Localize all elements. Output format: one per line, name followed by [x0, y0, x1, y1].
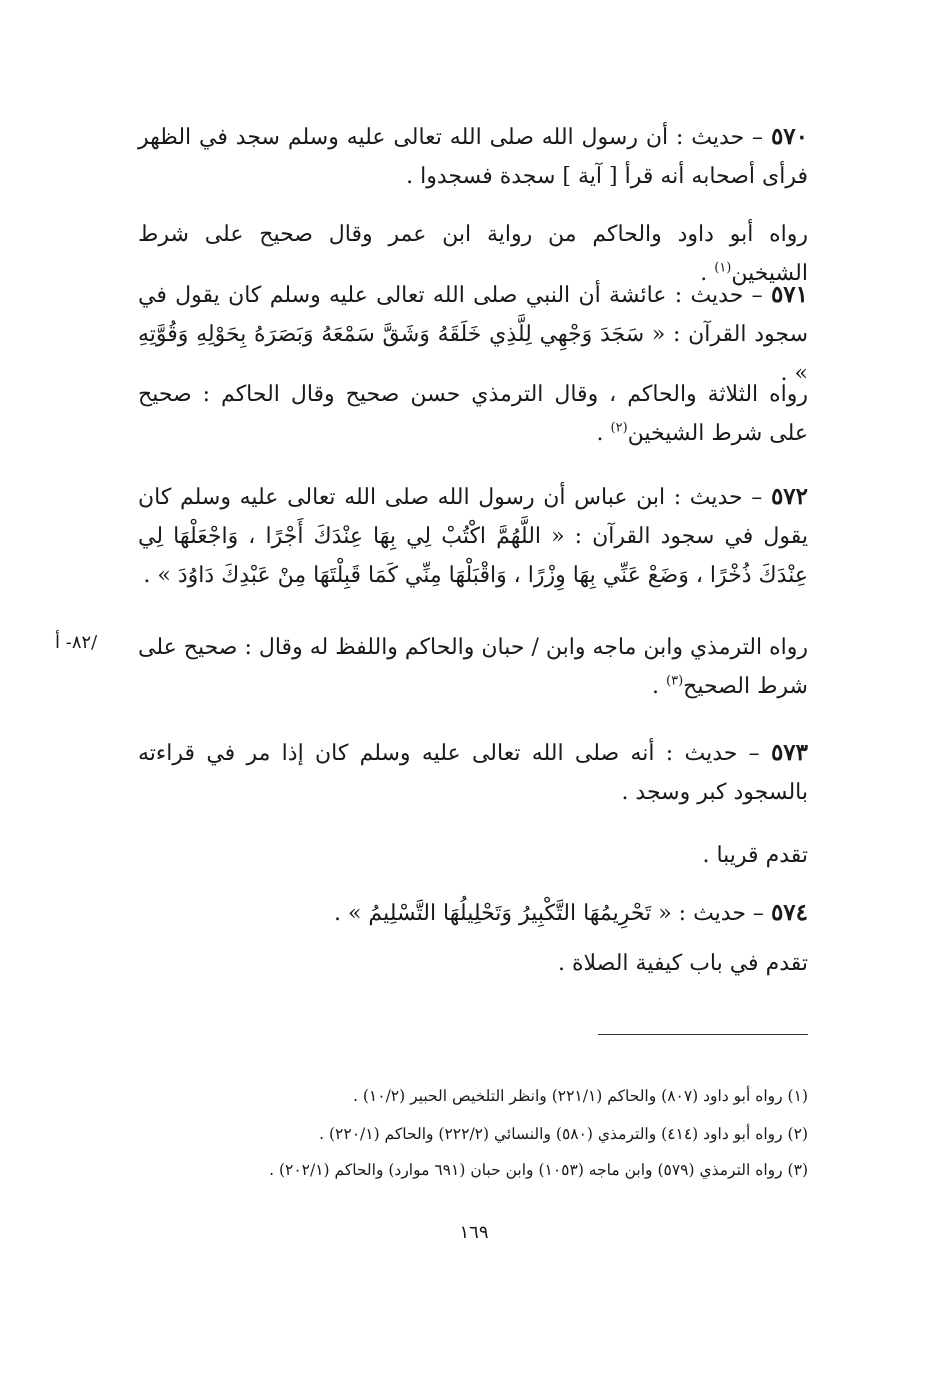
- hadith-573: [138, 733, 808, 812]
- footnote-ref-1[interactable]: (١): [714, 260, 732, 276]
- note-text: تقدم في باب كيفية الصلاة .: [558, 951, 808, 976]
- hadith-text: – حديث : أن رسول الله صلى الله تعالى عليه وسلم سجد في الظهر فرأى أصحابه أنه قرأ [ آية ] سجدة فسجدوا .: [138, 125, 808, 189]
- footnote-ref-2[interactable]: (٢): [610, 420, 628, 436]
- hadith-number: ٥٧٢: [770, 483, 808, 510]
- source-text: رواه أبو داود والحاكم من رواية ابن عمر وقال صحيح على شرط الشيخين: [138, 222, 808, 286]
- source-end: .: [700, 261, 715, 286]
- hadith-574-note: [138, 944, 808, 983]
- source-text: رواه الترمذي وابن ماجه وابن / حبان والحاكم واللفظ له وقال : صحيح على شرط الصحيح: [138, 635, 808, 699]
- hadith-text: – حديث : ابن عباس أن رسول الله صلى الله تعالى عليه وسلم كان يقول في سجود القرآن : « اللَّهُمَّ اكْتُبْ لِي بِهَا عِنْدَكَ أَجْرًا ، وَاجْعَلْهَا لِي عِنْدَكَ ذُخْرًا ، وَضَعْ عَنِّي بِهَا وِزْرًا ، وَاقْبَلْهَا مِنِّي كَمَا قَبِلْتَهَا مِنْ عَبْدِكَ دَاوُدَ » .: [138, 485, 808, 588]
- source-end: .: [596, 421, 611, 446]
- note-text: تقدم قريبا .: [702, 843, 808, 868]
- hadith-573-note: [138, 836, 808, 875]
- hadith-571-source: [138, 375, 808, 453]
- hadith-text: – حديث : « تَحْرِيمُهَا التَّكْبِيرُ وَتَحْلِيلُهَا التَّسْلِيمُ » .: [333, 901, 771, 926]
- hadith-572: [138, 477, 808, 595]
- hadith-574: [138, 893, 808, 933]
- hadith-number: ٥٧٠: [770, 123, 808, 150]
- footnote-divider: [598, 1034, 808, 1035]
- hadith-text: – حديث : أنه صلى الله تعالى عليه وسلم كان إذا مر في قراءته بالسجود كبر وسجد .: [138, 741, 808, 805]
- hadith-570: [138, 117, 808, 196]
- hadith-text: – حديث : عائشة أن النبي صلى الله تعالى عليه وسلم كان يقول في سجود القرآن : « سَجَدَ وَجْهِي لِلَّذِي خَلَقَهُ وَشَقَّ سَمْعَهُ وَبَصَرَهُ بِحَوْلِهِ وَقُوَّتِهِ » .: [138, 283, 808, 386]
- footnote-3: (٣) رواه الترمذي (٥٧٩) وابن ماجه (١٠٥٣) وابن حبان (٦٩١ موارد) والحاكم (٢٠٢/١) .: [269, 1161, 808, 1179]
- footnote-1: (١) رواه أبو داود (٨٠٧) والحاكم (٢٢١/١) وانظر التلخيص الحبير (١٠/٢) .: [353, 1087, 808, 1105]
- hadith-number: ٥٧٤: [770, 899, 808, 926]
- hadith-number: ٥٧٣: [770, 739, 808, 766]
- manuscript-folio-note: /٨٢- أ: [55, 632, 98, 653]
- source-end: .: [652, 674, 666, 699]
- page-number: ١٦٩: [459, 1222, 489, 1243]
- hadith-number: ٥٧١: [770, 281, 808, 308]
- hadith-572-source: [138, 628, 808, 706]
- footnote-ref-3[interactable]: (٣): [666, 673, 684, 689]
- source-text: رواه الثلاثة والحاكم ، وقال الترمذي حسن صحيح وقال الحاكم : صحيح على شرط الشيخين: [138, 382, 808, 446]
- footnote-2: (٢) رواه أبو داود (٤١٤) والترمذي (٥٨٠) والنسائي (٢٢٢/٢) والحاكم (٢٢٠/١) .: [319, 1125, 808, 1143]
